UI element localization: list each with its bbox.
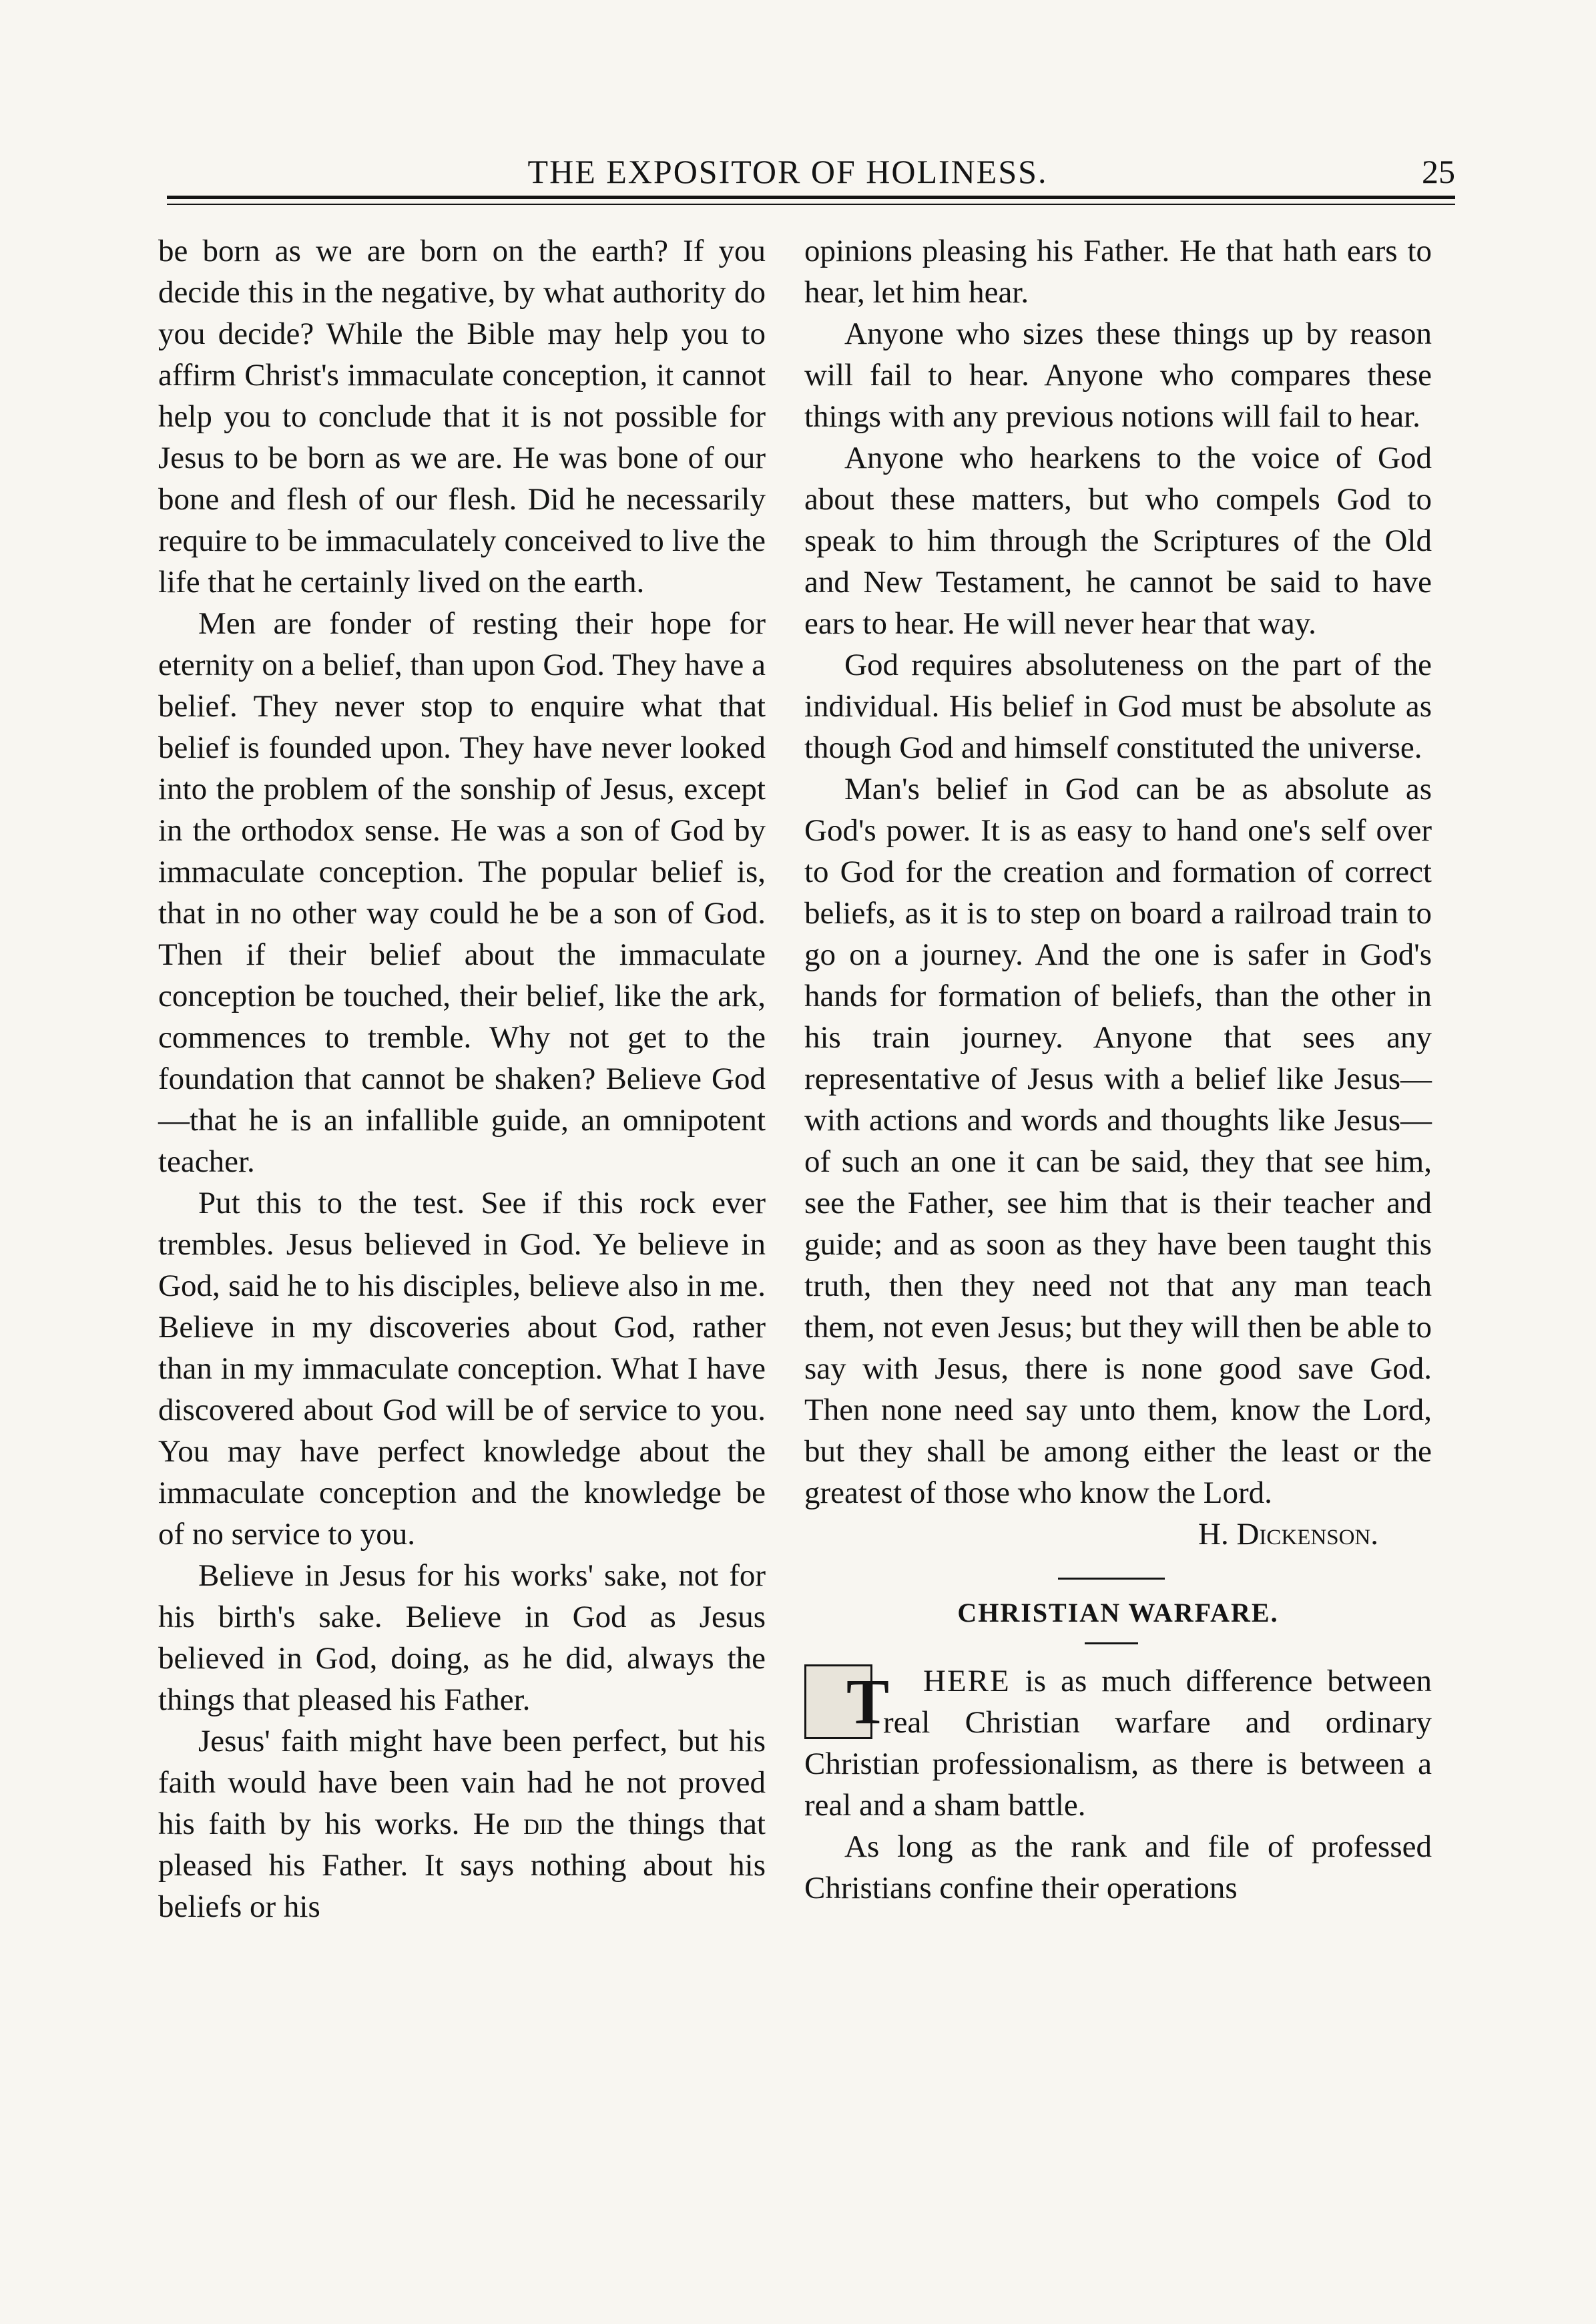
header-rule-thin [167,204,1455,205]
paragraph: God requires absoluteness on the part of the individual. His belief in God must be absolute as though God and himself constituted the universe. [804,648,1432,765]
section-title: CHRISTIAN WARFARE. [804,1596,1432,1630]
paragraph: Man's belief in God can be as absolute as God's power. It is as easy to hand one's self over to God for the creation and formation of correct beliefs, as it is to step on board a railroad train to go on a journey. And the one is safer in God's hands for formation of beliefs, than the other in his train journey. Anyone that sees any representative of Jesus with a belief like Jesus—with actions and words and thoughts like Jesus—of such an one it can be said, they that see him, see the Father, see him that is their teacher and guide; and as soon as they have been taught this truth, then they need not that any man teach them, not even Jesus; but they will then be able to say with Jesus, there is none good save God. Then none need say unto them, know the Lord, but they shall be among either the least or the greatest of those who know the Lord. [804,772,1432,1510]
paragraph-text: Jesus' faith might have been perfect, but his faith would have been vain had he not proved his faith by his works. He [158,1724,766,1841]
drop-cap-letter: T [804,1664,872,1739]
emphasis-small-caps: did [523,1807,563,1841]
paragraph: Anyone who sizes these things up by reason will fail to hear. Anyone who compares these things with any previous notions will fail to hear. [804,316,1432,434]
running-title: THE EXPOSITOR OF HOLINESS. [527,153,1048,190]
left-column [158,230,766,1927]
paragraph-text: is as much difference between real Christian warfare and ordinary Christian professionalism, as there is between a real and a sham battle. [804,1664,1432,1823]
running-header [167,148,1455,195]
paragraph: Put this to the test. See if this rock ever trembles. Jesus believed in God. Ye believe in God, said he to his disciples, believe also in me. Believe in my discoveries about God, rather than in my immaculate conception. What I have discovered about God will be of service to you. You may have perfect knowledge about the immaculate conception and the knowledge be of no service to you. [158,1186,766,1552]
paragraph: be born as we are born on the earth? If you decide this in the negative, by what authority do you decide? While the Bible may help you to affirm Christ's immaculate conception, it cannot help you to conclude that it is not possible for Jesus to be born as we are. He was bone of our bone and flesh of our flesh. Did he necessarily require to be immaculately conceived to live the life that he certainly lived on the earth. [158,234,766,600]
paragraph: opinions pleasing his Father. He that hath ears to hear, let him hear. [804,234,1432,310]
page-number: 25 [1422,153,1455,190]
author-signature: H. Dickenson. [1198,1517,1378,1552]
paragraph: As long as the rank and file of professed Christians confine their operations [804,1829,1432,1905]
paragraph-text: the things that pleased his Father. It says nothing about his beliefs or his [158,1807,766,1924]
paragraph [804,1660,1432,1826]
lead-word: HERE [923,1664,1011,1698]
right-column [804,230,1432,1909]
paragraph: Anyone who hearkens to the voice of God about these matters, but who compels God to speak to him through the Scriptures of the Old and New Testament, he cannot be said to have ears to hear. He will never hear that way. [804,441,1432,641]
paragraph: Believe in Jesus for his works' sake, not for his birth's sake. Believe in God as Jesus believed in God, doing, as he did, always the things that pleased his Father. [158,1558,766,1717]
paragraph [158,1720,766,1927]
header-rule-thick [167,196,1455,199]
paragraph: Men are fonder of resting their hope for eternity on a belief, than upon God. They have a belief. They never stop to enquire what that belief is founded upon. They have never looked into the problem of the sonship of Jesus, except in the orthodox sense. He was a son of God by immaculate conception. The popular belief is, that in no other way could he be a son of God. Then if their belief about the immaculate conception be touched, their belief, like the ark, commences to tremble. Why not get to the foundation that cannot be shaken? Believe God—that he is an infallible guide, an omnipotent teacher. [158,606,766,1179]
